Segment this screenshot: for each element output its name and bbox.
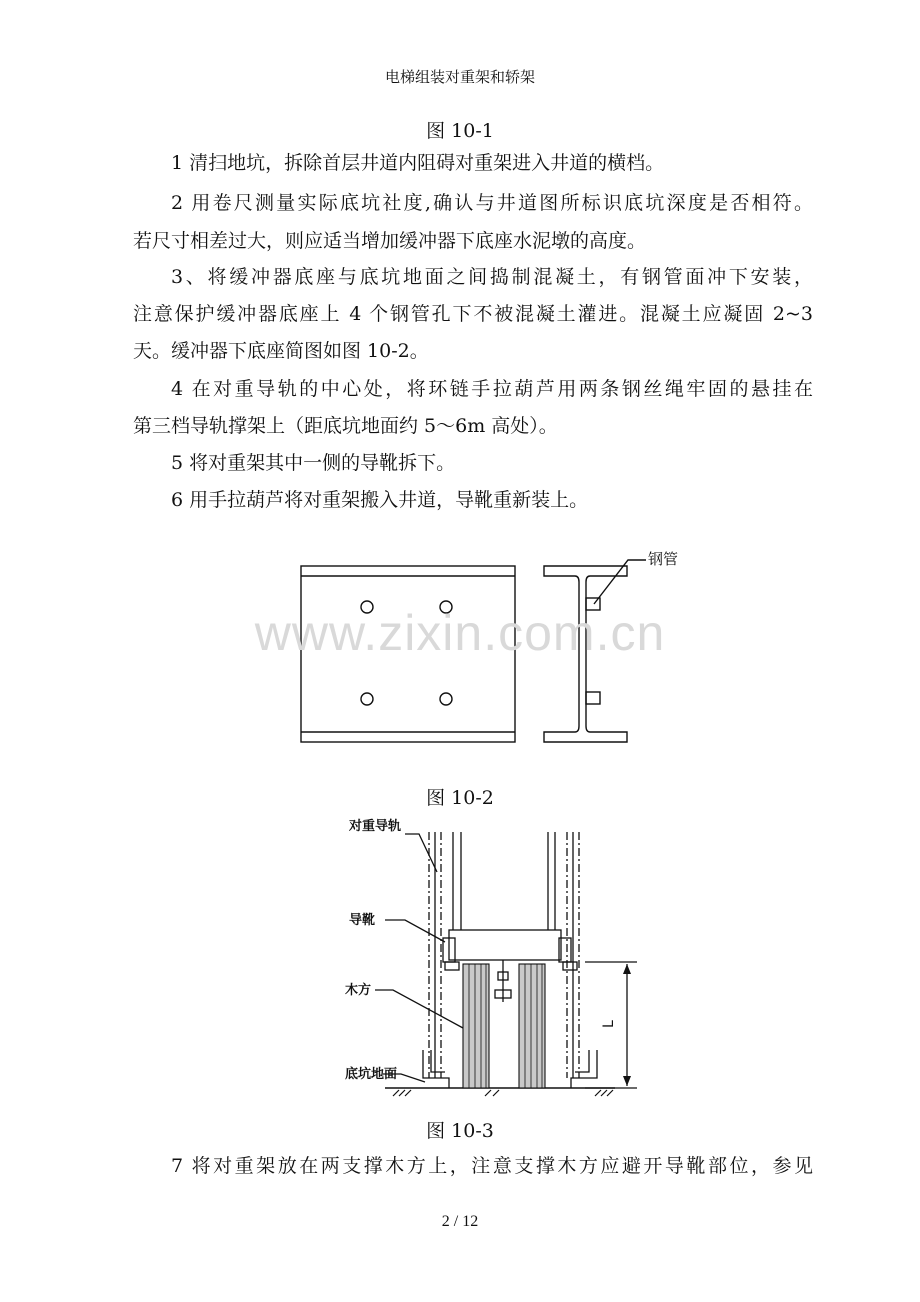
leader-shoe [385,920,445,942]
wood-block-left [463,964,489,1088]
floor-bracket [423,1050,449,1088]
wood-block-right [519,964,545,1088]
label-guide-shoe: 导靴 [349,913,376,928]
label-steel-pipe: 钢管 [648,550,679,568]
step-1: 1 清扫地坑，拆除首层井道内阻碍对重架进入井道的横档。 [171,152,665,174]
step-7: 7 将对重架放在两支撑木方上，注意支撑木方应避开导靴部位，参见 [171,1155,813,1177]
leader-rail [405,834,437,872]
step-3-line-1: 3、将缓冲器底座与底坑地面之间捣制混凝土，有钢管面冲下安装， [171,266,813,288]
page-header: 电梯组装对重架和轿架 [384,68,535,86]
label-wood-block: 木方 [345,983,372,998]
dimension-arrow-top [623,964,631,974]
figure-10-2-caption: 图 10-2 [426,787,494,809]
floor-bracket [571,1050,597,1088]
figure-10-3-caption: 图 10-3 [426,1120,494,1142]
step-2-line-2: 若尺寸相差过大，则应适当增加缓冲器下底座水泥墩的高度。 [133,230,647,252]
figure-10-3-drawing [345,812,645,1112]
watermark: www.zixin.com.cn [254,605,666,661]
page-number: 2 / 12 [441,1213,479,1230]
step-2-line-1: 2 用卷尺测量实际底坑社度,确认与井道图所标识底坑深度是否相符。 [171,192,813,214]
step-6: 6 用手拉葫芦将对重架搬入井道，导靴重新装上。 [171,489,589,511]
pipe-hole [440,693,452,705]
step-5: 5 将对重架其中一侧的导靴拆下。 [171,452,456,474]
step-4-line-1: 4 在对重导轨的中心处，将环链手拉葫芦用两条钢丝绳牢固的悬挂在 [171,378,813,400]
dimension-arrow-bottom [623,1076,631,1086]
steel-pipe-lower [586,692,600,704]
floor-bracket [431,1050,445,1072]
label-pit-floor: 底坑地面 [345,1067,398,1082]
step-3-line-3: 天。缓冲器下底座简图如图 10-2。 [133,340,429,362]
pipe-hole [361,693,373,705]
step-4-line-2: 第三档导轨撑架上（距底坑地面约 5～6m 高处）。 [133,415,558,437]
label-counterweight-rail: 对重导轨 [349,819,402,834]
leader-wood [375,990,463,1028]
figure-10-1-caption: 图 10-1 [426,120,494,142]
guide-shoe-base [563,962,577,970]
frame-bottom-beam [449,930,561,960]
guide-shoe-base [445,962,459,970]
step-3-line-2: 注意保护缓冲器底座上 4 个钢管孔下不被混凝土灌进。混凝土应凝固 2~3 [133,303,813,325]
label-dimension-L: L [601,1020,617,1028]
floor-bracket [575,1050,589,1072]
